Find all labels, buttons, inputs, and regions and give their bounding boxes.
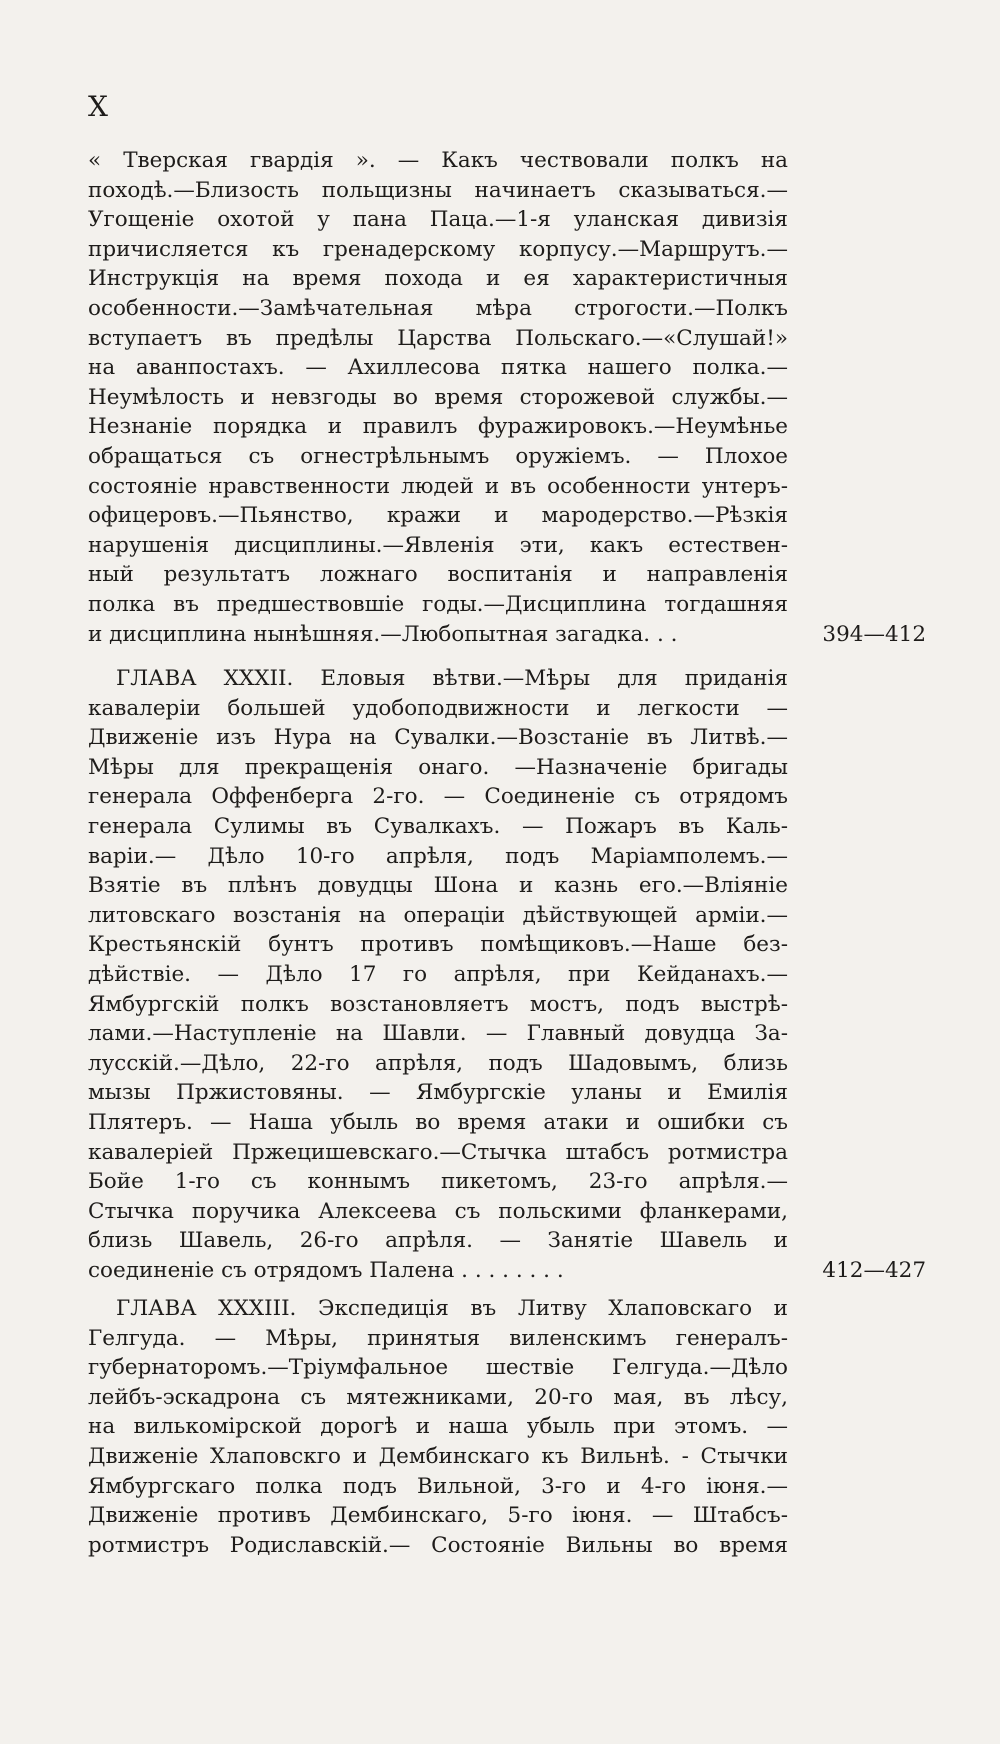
toc-line: и дисциплина нынѣшняя.—Любопытная загадка. . . bbox=[88, 621, 678, 647]
toc-line: Взятіе въ плѣнъ довудцы Шона и казнь его.—Вліяніе bbox=[88, 873, 788, 899]
toc-line: Мѣры для прекращенія онаго. —Назначеніе бригады bbox=[88, 754, 788, 780]
toc-line: дѣйствіе. — Дѣло 17 го апрѣля, при Кейданахъ.— bbox=[88, 961, 788, 987]
toc-line: Ямбургскаго полка подъ Вильной, 3-го и 4-го іюня.— bbox=[88, 1473, 788, 1499]
toc-line: на вилькомірской дорогѣ и наша убыль при этомъ. — bbox=[88, 1414, 788, 1440]
toc-line: походѣ.—Близость польщизны начинаетъ сказываться.— bbox=[88, 177, 788, 203]
toc-line: Бойе 1-го съ коннымъ пикетомъ, 23-го апрѣля.— bbox=[88, 1169, 788, 1195]
toc-line: офицеровъ.—Пьянство, кражи и мародерство.—Рѣзкія bbox=[88, 503, 788, 529]
toc-line: вступаетъ въ предѣлы Царства Польскаго.—«Слушай!» bbox=[88, 325, 788, 351]
toc-line: на аванпостахъ. — Ахиллесова пятка нашего полка.— bbox=[88, 355, 788, 381]
toc-line: нарушенія дисциплины.—Явленія эти, какъ естествен- bbox=[88, 532, 788, 558]
toc-line: близь Шавель, 26-го апрѣля. — Занятіе Шавель и bbox=[88, 1228, 788, 1254]
toc-line: соединеніе съ отрядомъ Палена . . . . . . . . bbox=[88, 1257, 564, 1283]
toc-entry bbox=[88, 664, 788, 1285]
toc-line: ротмистръ Родиславскій.— Состояніе Вильны во время bbox=[88, 1532, 788, 1558]
toc-line: причисляется къ гренадерскому корпусу.—Маршрутъ.— bbox=[88, 236, 788, 262]
toc-line: ный результатъ ложнаго воспитанія и направленія bbox=[88, 562, 788, 588]
toc-line: состояніе нравственности людей и въ особенности унтеръ- bbox=[88, 473, 788, 499]
toc-entry bbox=[88, 1294, 788, 1560]
page-range: 394—412 bbox=[822, 621, 926, 647]
toc-line: Ямбургскій полкъ возстановляетъ мостъ, подъ выстрѣ- bbox=[88, 991, 788, 1017]
toc-line: лусскій.—Дѣло, 22-го апрѣля, подъ Шадовымъ, близь bbox=[88, 1050, 788, 1076]
toc-line: варіи.— Дѣло 10-го апрѣля, подъ Маріамполемъ.— bbox=[88, 843, 788, 869]
toc-line: генерала Оффенберга 2-го. — Соединеніе съ отрядомъ bbox=[88, 784, 788, 810]
toc-line: полка въ предшествовшіе годы.—Дисциплина тогдашняя bbox=[88, 591, 788, 617]
toc-line: кавалеріей Пржецишевскаго.—Стычка штабсъ ротмистра bbox=[88, 1139, 788, 1165]
toc-line: Плятеръ. — Наша убыль во время атаки и ошибки съ bbox=[88, 1109, 788, 1135]
toc-line: особенности.—Замѣчательная мѣра строгости.—Полкъ bbox=[88, 295, 788, 321]
toc-line: Угощеніе охотой у пана Паца.—1-я уланская дивизія bbox=[88, 207, 788, 233]
toc-line: обращаться съ огнестрѣльнымъ оружіемъ. — Плохое bbox=[88, 443, 788, 469]
page-number: X bbox=[88, 90, 109, 123]
toc-line: Стычка поручика Алексеева съ польскими фланкерами, bbox=[88, 1198, 788, 1224]
toc-line: Движеніе Хлаповскго и Дембинскаго къ Вильнѣ. - Стычки bbox=[88, 1443, 788, 1469]
toc-line: Неумѣлость и невзгоды во время сторожевой службы.— bbox=[88, 384, 788, 410]
toc-line: лами.—Наступленіе на Шавли. — Главный довудца За- bbox=[88, 1021, 788, 1047]
toc-entry bbox=[88, 146, 788, 649]
toc-line: кавалеріи большей удобоподвижности и легкости — bbox=[88, 695, 788, 721]
toc-line: лейбъ-эскадрона съ мятежниками, 20-го мая, въ лѣсу, bbox=[88, 1384, 788, 1410]
toc-line: ГЛАВА XXXIII. Экспедиція въ Литву Хлаповскаго и bbox=[116, 1296, 788, 1321]
page-range: 412—427 bbox=[822, 1258, 926, 1283]
toc-line: генерала Сулимы въ Сувалкахъ. — Пожаръ въ Каль- bbox=[88, 813, 788, 839]
toc-line: литовскаго возстанія на операціи дѣйствующей арміи.— bbox=[88, 902, 788, 928]
toc-line: Крестьянскій бунтъ противъ помѣщиковъ.—Наше без- bbox=[88, 932, 788, 958]
toc-line: « Тверская гвардія ». — Какъ чествовали полкъ на bbox=[88, 148, 788, 173]
toc-line: Гелгуда. — Мѣры, принятыя виленскимъ генералъ- bbox=[88, 1325, 788, 1351]
toc-line: Незнаніе порядка и правилъ фуражировокъ.—Неумѣнье bbox=[88, 414, 788, 440]
toc-line: Движеніе изъ Нура на Сувалки.—Возстаніе въ Литвѣ.— bbox=[88, 725, 788, 751]
toc-line: губернаторомъ.—Тріумфальное шествіе Гелгуда.—Дѣло bbox=[88, 1355, 788, 1381]
toc-line: Инструкція на время похода и ея характеристичныя bbox=[88, 266, 788, 292]
toc-line: мызы Пржистовяны. — Ямбургскіе уланы и Емилія bbox=[88, 1080, 788, 1106]
toc-line: ГЛАВА XXXII. Еловыя вѣтви.—Мѣры для приданія bbox=[116, 666, 788, 691]
toc-line: Движеніе противъ Дембинскаго, 5-го іюня. — Штабсъ- bbox=[88, 1503, 788, 1529]
